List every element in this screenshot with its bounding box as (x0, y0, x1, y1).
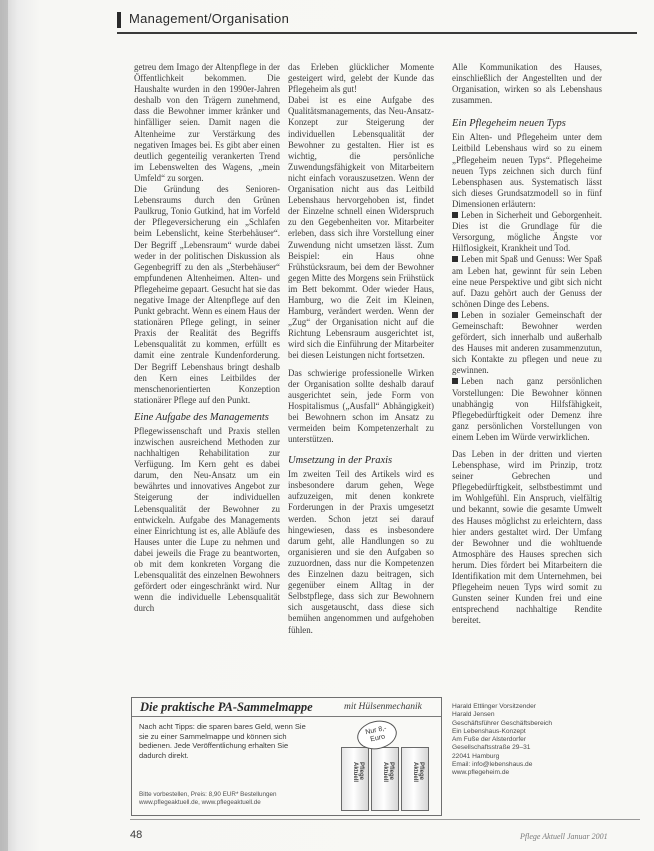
header-mark (117, 12, 121, 28)
paragraph: Dabei ist es eine Aufgabe des Qualitätsmanagements, das Neu-Ansatz-Konzept zur Steigerung der individuellen Lebensqualität der Bewohner zu gestalten. Hier ist es wichtig, die persönliche Zuwendungsfähigkeit von Mitarbeitern nicht einfach vorauszusetzen. Wenn der Organisation nicht aus das Leitbild Lebenshaus hervorgehoben ist, findet der Einzelne schnell einen Widerspruch zu den Gegebenheiten vor. Mitarbeiter erleben, dass sich ihre Vorstellung einer Zuwendung nicht umsetzen lässt. Zum Beispiel: ein Haus ohne Frühstücksraum, bei dem der Bewohner gegen Mitte des Morgens sein Frühstück im Bett bekommt. Oder wieder Haus, Hamburg, wo die Zeit im Kleinen, Hamburg, verändert werden. Wenn der „Zug“ der Organisation nicht auf die Richtung Lebensraum ausgerichtet ist, wird sich die Einführung der Mitarbeiter bei diesen Leistungen nicht fortsetzen. (288, 95, 434, 361)
author-line: 22041 Hamburg (452, 752, 500, 760)
paragraph: Im zweiten Teil des Artikels wird es insbesondere darum gehen, Wege aufzuzeigen, mit denen konkrete Forderungen in der Praxis umgesetzt werden. Schon jetzt sei darauf hingewiesen, dass es insbesondere darum geht, alle Handlungen so zu organisieren und sie den Aufgaben so zuzuordnen, dass nur die Kompetenzen des Einzelnen dazu beitragen, sich gegenüber einem Alltag in der Selbstpflege, dass sich zur Bewohnern sich ausgetauscht, dass diese sich bemühen angenommen und aufgehoben fühlen. (288, 469, 434, 635)
section-header (117, 10, 637, 34)
paragraph: Alle Kommunikation des Hauses, einschließlich der Angestellten und der Organisation, wirken so als Lebenshaus zusammen. (452, 62, 602, 106)
paragraph: Ein Alten- und Pflegeheim unter dem Leitbild Lebenshaus wird so zu einem „Pflegeheim neuen Typs“. Pflegeheime neuen Typs zeichnen sich durch fünf Lebensphasen aus. Systematisch lässt sich dieses Grundsatzmodell so in fünf Dimensionen erläutern: (452, 132, 602, 209)
column-2 (288, 62, 434, 636)
binder-icon: Pflege Aktuell (341, 747, 369, 811)
binder-illustration (327, 719, 435, 813)
paragraph: Pflegewissenschaft und Praxis stellen inzwischen ausreichend Methoden zur nachhaltigen Rehabilitation zur Verfügung. Im Kern geht es dabei darum, den Neu-Ansatz um ein bewährtes und innovatives Angebot zur Steigerung der individuellen Lebensqualität der Bewohner zu entwickeln. Aufgabe des Managements einer Einrichtung ist es, alle Abläufe des Hauses unter die Lupe zu nehmen und dabei jeweils die Frage zu beantworten, ob mit dem konkreten Vorgang die Lebensqualität des einzelnen Bewohners gefördert oder eingeschränkt wird. Nur wenn die individuelle Lebensqualität durch (134, 425, 280, 614)
binding-shadow (0, 0, 8, 851)
author-line: Am Fuße der Alsterdorfer (452, 736, 527, 744)
bullet-square-icon (452, 256, 458, 262)
author-line: Ein Lebenshaus-Konzept (452, 727, 526, 735)
advertisement-box[interactable] (131, 697, 442, 816)
paragraph: Das Leben in der dritten und vierten Lebensphase, wird im Prinzip, trotz seiner Gebrechen und Pflegebedürftigkeit, selbstbestimmt und im Wohlgefühl. Ein Anspruch, vielfältig und bekannt, sowie die gesamte Umwelt des Hauses möglichst zu erleichtern, dass hier anders gestaltet wird. Der Umfang der Bewohner und die wohltuende Atmosphäre des Hauses sprechen sich herum. Dies fördert bei Mitarbeitern die Identifikation mit dem Unternehmen, bei Pflegeheim neuen Typs wird somit zu Gunsten seiner Kunden frei und eine entsprechend nachhaltige Rendite bereitet. (452, 449, 602, 626)
ad-header (132, 698, 441, 717)
column-3 (452, 62, 602, 627)
paragraph: das Erleben glücklicher Momente gesteigert wird, gelebt der Kunde das Pflegeheim als gut! (288, 62, 434, 95)
author-line: Harald Jensen (452, 711, 495, 719)
subheading: Eine Aufgabe des Managements (134, 411, 269, 423)
journal-name: Pflege Aktuell Januar 2001 (520, 832, 608, 841)
subheading: Ein Pflegeheim neuen Typs (452, 118, 566, 130)
bullet-text: Leben in Sicherheit und Geborgenheit. Dies ist die Grundlage für die Versorgung, mögliche Ängste vor Hilflosigkeit, Krankheit und Tod. (452, 210, 602, 254)
author-line: www.pflegeheim.de (452, 769, 510, 777)
ad-order-line: Bitte vorbestellen, Preis: 8,90 EUR* Bestellungen (139, 791, 277, 798)
column-1 (134, 62, 280, 615)
ad-title: Die praktische PA-Sammelmappe (140, 700, 313, 714)
author-line: Email: info@lebenshaus.de (452, 761, 533, 769)
bullet-text: Leben in sozialer Gemeinschaft der Gemeinschaft: Bewohner werden gefördert, sich innerhalb und außerhalb des Hauses mit anderen zusammenzutun, sich Kontakte zu pflegen und neue zu gewinnen. (452, 309, 602, 376)
bullet-item (452, 210, 602, 254)
ad-text: Nach acht Tipps: die sparen bares Geld, wenn Sie sie zu einer Sammelmappe und können sich bedienen. Jede Veröffentlichung erhalten Sie dadurch direkt. (139, 722, 306, 760)
ad-order-info (139, 791, 309, 807)
paragraph: getreu dem Imago der Altenpflege in der Öffentlichkeit bekommen. Die Haushalte wurden in den 1990er-Jahren deshalb von den Trägern zunehmend, dass die Bewohner immer kränker und hinfälliger seien. Damit nagen die Altenheime zur Verstärkung des negativen Images bei. Es gibt aber einen deutlich gegenteilig verankerten Trend im Lebenswelten des Wagens, „mein Umfeld“ zu sorgen. (134, 62, 280, 183)
binder-icon: Pflege Aktuell (401, 747, 429, 811)
page-number: 48 (130, 829, 143, 841)
bullet-text: Leben nach ganz persönlichen Vorstellungen: Die Bewohner können unabhängig von Hilfsfähigkeit, Pflegebedürftigkeit oder Demenz ihre ganz persönlichen Vorstellungen von einem Leben im Würde verwirklichen. (452, 376, 602, 442)
bullet-square-icon (452, 378, 458, 384)
paragraph: Das schwierige professionelle Wirken der Organisation sollte deshalb darauf ausgerichtet sein, jede Form von Hospitalismus („Ausfall“ Abhängigkeit) bei Bewohnern schon im Ansatz zu vermeiden beim Kompetenzerhalt zu unterstützen. (288, 367, 434, 445)
ad-order-line: www.pflegeaktuell.de, www.pflegeaktuell.de (139, 799, 261, 806)
footer-rule (130, 819, 640, 820)
binder-icon: Pflege Aktuell (371, 747, 399, 811)
subheading: Umsetzung in der Praxis (288, 455, 393, 467)
author-line: Geschäftsführer Geschäftsbereich (452, 719, 553, 727)
ad-subtitle: mit Hülsenmechanik (344, 702, 422, 712)
author-line: Gesellschaftsstraße 29–31 (452, 744, 531, 752)
paragraph: Die Gründung des Senioren-Lebensraums durch den Grünen Paulkrug, Tonio Gutkind, hat im Vorfeld der Pflegeversicherung ein „Schlafen beim Lebenslicht, keine Sterbehäuser“. Der Begriff „Lebensraum“ wurde dabei weder in der politischen Diskussion als Gegenbegriff zu den als „Sterbehäuser“ empfundenen Altenheimen. Alten- und Pflegeheime gepaart. Gesucht hat sie das negative Image der Altenpflege auf den Punkt gebracht. Wenn es einem Haus der stationären Pflege gelingt, in seiner Praxis der Realität des Begriffs Lebensqualität zu kommen, erfüllt es damit eine zentrale Kundenforderung. Der Begriff Lebenshaus bringt deshalb den Kern eines Leitbildes der menschenorientierten Konzeption stationärer Pflege auf den Punkt. (134, 184, 280, 405)
bullet-item (452, 310, 602, 377)
section-title: Management/Organisation (129, 11, 290, 26)
price-badge: Nur 8,- Euro (355, 717, 400, 753)
bullet-item (452, 376, 602, 443)
bullet-square-icon (452, 312, 458, 318)
author-line: Harald Ettlinger Vorsitzender (452, 703, 536, 710)
bullet-text: Leben mit Spaß und Genuss: Wer Spaß am Leben hat, gewinnt für sein Leben eine neue Perspektive und gibt sich nicht auf. Dazu gehört auch der Genuss der schönen Dinge des Lebens. (452, 254, 602, 309)
author-info (452, 703, 602, 778)
bullet-item (452, 254, 602, 309)
bullet-square-icon (452, 212, 458, 218)
